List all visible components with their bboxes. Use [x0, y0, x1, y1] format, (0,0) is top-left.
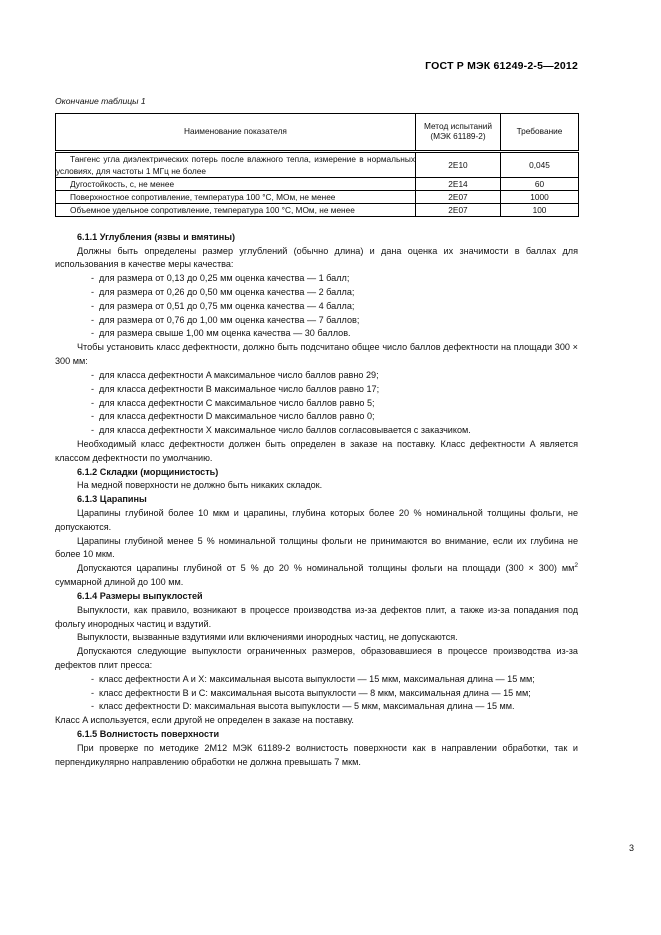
list-item-label: класс дефектности A и X: максимальная высота выпуклости — 15 мкм, максимальная длина — 15 мм;	[99, 673, 535, 684]
table-row	[56, 177, 579, 190]
dash-bullet: -	[91, 701, 95, 712]
section-6-1-4-para-1: Выпуклости, как правило, возникают в процессе производства из-за дефектов плит, а также из-за попадания под фольгу инородных частиц и вздутий.	[55, 604, 578, 629]
list-item-label: класс дефектности B и C: максимальная высота выпуклости — 8 мкм, максимальная длина — 15 мм;	[99, 687, 531, 698]
list-item-label: для класса дефектности A максимальное число баллов равно 29;	[99, 369, 379, 380]
list-item	[55, 286, 578, 300]
cell-name: Дугостойкость, с, не менее	[56, 177, 416, 190]
list-item	[55, 314, 578, 328]
list-item	[55, 424, 578, 438]
section-6-1-2-text: На медной поверхности не должно быть никаких складок.	[77, 480, 323, 491]
section-heading-6-1-5: 6.1.5 Волнистость поверхности	[77, 729, 220, 740]
body-text	[55, 231, 578, 770]
column-header-requirement: Требование	[501, 114, 579, 152]
column-header-name: Наименование показателя	[56, 114, 416, 152]
superscript-square: 2	[574, 562, 578, 570]
list-item-label: для размера от 0,51 до 0,75 мм оценка качества — 4 балла;	[99, 300, 355, 311]
list-item-label: для класса дефектности C максимальное число баллов равно 5;	[99, 397, 375, 408]
section-6-1-5-text: При проверке по методике 2M12 МЭК 61189-2 волнистость поверхности как в направлении обработки, так и перпендикулярно направлению обработки не должна превышать 7 мкм.	[55, 742, 578, 767]
page-number: 3	[628, 843, 634, 853]
dash-bullet: -	[91, 411, 95, 422]
cell-method: 2E14	[416, 177, 501, 190]
cell-requirement: 60	[501, 177, 579, 190]
cell-requirement: 100	[501, 203, 579, 216]
list-item	[55, 300, 578, 314]
cell-name: Поверхностное сопротивление, температура 100 °С, МОм, не менее	[56, 190, 416, 203]
list-item	[55, 327, 578, 341]
list-item	[55, 383, 578, 397]
section-6-1-4-para-3: Допускаются следующие выпуклости ограниченных размеров, образовавшиеся в процессе производства из-за дефектов плит пресса:	[55, 646, 578, 670]
list-item-label: для класса дефектности X максимальное число баллов согласовывается с заказчиком.	[99, 425, 471, 436]
section-6-1-4-para-2: Выпуклости, вызванные вздутиями или включениями инородных частиц, не допускаются.	[77, 632, 458, 643]
list-item-label: для размера от 0,13 до 0,25 мм оценка качества — 1 балл;	[99, 273, 350, 284]
cell-name: Объемное удельное сопротивление, температура 100 °С, МОм, не менее	[56, 203, 416, 216]
dash-bullet: -	[91, 273, 95, 284]
list-item	[55, 397, 578, 411]
section-6-1-3-para-3	[55, 562, 578, 590]
section-heading-6-1-3: 6.1.3 Царапины	[77, 494, 147, 505]
dash-bullet: -	[91, 300, 95, 311]
dash-bullet: -	[91, 687, 95, 698]
table-row	[56, 190, 579, 203]
dash-bullet: -	[91, 673, 95, 684]
list-item-label: для размера от 0,26 до 0,50 мм оценка качества — 2 балла;	[99, 287, 355, 298]
table-row	[56, 203, 579, 216]
list-item	[55, 700, 578, 714]
list-item-label: для класса дефектности B максимальное число баллов равно 17;	[99, 383, 380, 394]
column-header-method-line1: Метод испытаний	[423, 121, 493, 131]
section-6-1-1-closing: Необходимый класс дефектности должен быть определен в заказе на поставку. Класс дефектности A является классом дефектности по умолчанию.	[55, 438, 578, 463]
section-heading-6-1-4: 6.1.4 Размеры выпуклостей	[77, 590, 203, 601]
section-heading-6-1-2: 6.1.2 Складки (морщинистость)	[77, 466, 219, 477]
table-caption: Окончание таблицы 1	[55, 96, 146, 106]
table-row	[56, 151, 579, 177]
cell-method: 2E07	[416, 190, 501, 203]
table-header-row	[56, 114, 579, 152]
dash-bullet: -	[91, 397, 95, 408]
defect-class-intro: Чтобы установить класс дефектности, должно быть подсчитано общее число баллов дефектности на площади 300 × 300 мм:	[55, 342, 578, 367]
list-item	[55, 272, 578, 286]
list-item	[55, 410, 578, 424]
column-header-method-line2: (МЭК 61189-2)	[430, 131, 486, 142]
cell-name: Тангенс угла диэлектрических потерь после влажного тепла, измерение в нормальных условиях, для частоты 1 МГц не более	[56, 151, 416, 177]
dash-bullet: -	[91, 369, 95, 380]
section-heading-6-1-1: 6.1.1 Углубления (язвы и вмятины)	[77, 231, 236, 242]
standard-header: ГОСТ Р МЭК 61249-2-5—2012	[425, 60, 578, 72]
list-item-label: класс дефектности D: максимальная высота выпуклости — 5 мкм, максимальная длина — 15 мм.	[99, 701, 515, 712]
cell-method: 2E10	[416, 151, 501, 177]
list-item-label: для размера от 0,76 до 1,00 мм оценка качества — 7 баллов;	[99, 314, 360, 325]
cell-method: 2E07	[416, 203, 501, 216]
list-item-label: для класса дефектности D максимальное число баллов равно 0;	[99, 411, 375, 422]
list-item-label: для размера свыше 1,00 мм оценка качества — 30 баллов.	[99, 328, 351, 339]
list-item	[55, 673, 578, 687]
cell-requirement: 1000	[501, 190, 579, 203]
bump-size-list	[55, 673, 578, 714]
dash-bullet: -	[91, 383, 95, 394]
dash-bullet: -	[91, 425, 95, 436]
cell-requirement: 0,045	[501, 151, 579, 177]
table-body	[56, 151, 579, 216]
dash-bullet: -	[91, 314, 95, 325]
section-6-1-3-para-3-before: Допускаются царапины глубиной от 5 % до 20 % номинальной толщины фольги на площади (300 × 300) мм	[77, 563, 575, 574]
column-header-method	[416, 114, 501, 152]
specification-table	[55, 113, 579, 217]
table-header	[56, 114, 579, 152]
section-6-1-1-intro: Должны быть определены размер углублений (обычно длина) и дана оценка их значимости в баллах для использования в качестве меры качества:	[55, 245, 578, 270]
dash-bullet: -	[91, 328, 95, 339]
section-6-1-3-para-2: Царапины глубиной менее 5 % номинальной толщины фольги не принимаются во внимание, если их глубина не более 10 мкм.	[55, 535, 578, 560]
section-6-1-3-para-3-after: суммарной длиной до 100 мм.	[55, 577, 184, 588]
size-score-list	[55, 272, 578, 341]
defect-class-list	[55, 369, 578, 438]
dash-bullet: -	[91, 287, 95, 298]
page-content	[55, 60, 578, 769]
section-6-1-4-closing: Класс A используется, если другой не определен в заказе на поставку.	[55, 715, 354, 726]
list-item	[55, 369, 578, 383]
section-6-1-3-para-1: Царапины глубиной более 10 мкм и царапины, глубина которых более 20 % номинальной толщины фольги, не допускаются.	[55, 508, 578, 532]
list-item	[55, 687, 578, 701]
